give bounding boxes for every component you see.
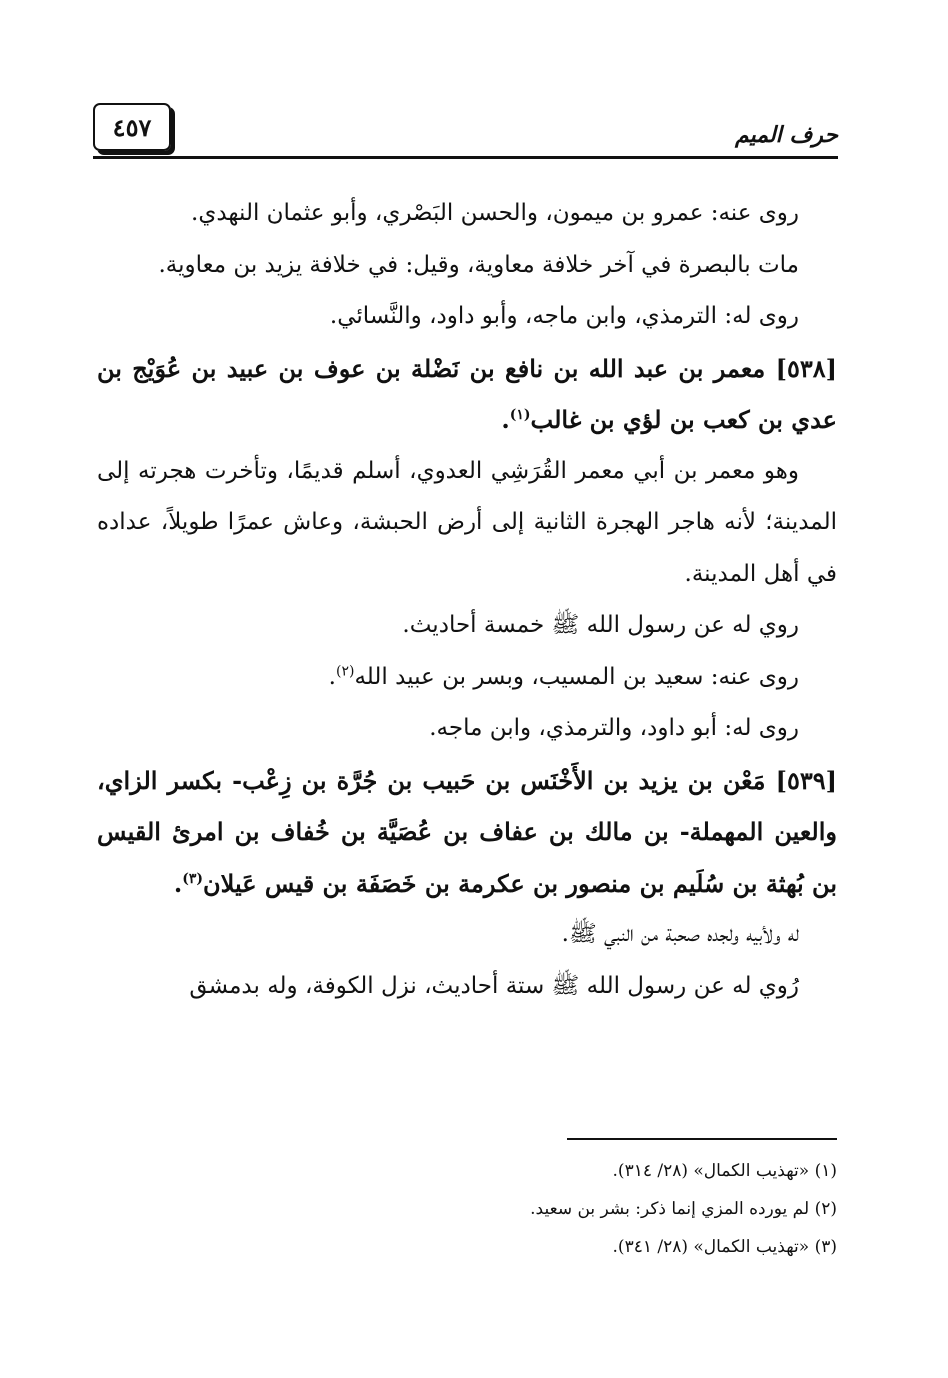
- footnote-2: (٢) لم يورده المزي إنما ذكر: بشر بن سعيد.: [530, 1199, 837, 1219]
- entry-end: .: [173, 868, 183, 898]
- paragraph-end: .: [328, 663, 336, 690]
- page-number: ٤٥٧: [93, 103, 171, 151]
- paragraph: رُوي له عن رسول الله ﷺ ستة أحاديث، نزل الكوفة، وله بدمشق: [189, 972, 799, 999]
- entry-title: مَعْن بن يزيد بن الأَخْنَس بن حَبيب بن جُرَّة بن زِعْب- بكسر الزاي، والعين المهملة- بن مالك بن عفاف بن عُصَيَّة بن خُفاف بن امرئ القيس بن بُهثة بن سُلَيم بن منصور بن عكرمة بن خَصَفَة بن قيس عَيلان: [97, 765, 837, 898]
- paragraph: له ولأبيه ولجده صحبة من النبي ﷺ.: [561, 921, 799, 947]
- footnote-ref: (١): [509, 407, 531, 423]
- footnotes: [97, 1152, 837, 1266]
- paragraph-text: روى عنه: سعيد بن المسيب، وبسر بن عبيد الله: [354, 663, 799, 690]
- footnote-1: (١) «تهذيب الكمال» (٢٨/ ٣١٤).: [612, 1161, 837, 1181]
- paragraph: روى عنه: عمرو بن ميمون، والحسن البَصْري، وأبو عثمان النهدي.: [191, 200, 799, 226]
- footnote-3: (٣) «تهذيب الكمال» (٢٨/ ٣٤١).: [612, 1237, 837, 1257]
- entry-title: معمر بن عبد الله بن نافع بن نَضْلة بن عوف بن عبيد بن عُوَيْج بن عدي بن كعب بن لؤي بن غالب: [97, 353, 837, 434]
- header-rule: [93, 156, 838, 159]
- page-header: [93, 100, 838, 158]
- entry-end: .: [501, 405, 510, 434]
- paragraph: وهو معمر بن أبي معمر القُرَشِي العدوي، أسلم قديمًا، وتأخرت هجرته إلى المدينة؛ لأنه هاجر الهجرة الثانية إلى أرض الحبشة، وعاش عمرًا طويلاً، عداده في أهل المدينة.: [97, 457, 837, 587]
- paragraph: روى له: أبو داود، والترمذي، وابن ماجه.: [429, 715, 799, 741]
- paragraph: [97, 652, 837, 704]
- main-text: [97, 188, 837, 1012]
- footnote-separator: [567, 1138, 837, 1140]
- footnote-ref: (٢): [335, 662, 355, 679]
- paragraph: روي له عن رسول الله ﷺ خمسة أحاديث.: [402, 612, 799, 638]
- footnote-ref: (٣): [182, 870, 203, 887]
- entry-number: [٥٣٨]: [775, 353, 838, 383]
- entry-539-heading: [97, 755, 837, 910]
- entry-number: [٥٣٩]: [775, 765, 837, 795]
- entry-538-heading: [97, 343, 837, 446]
- running-head: حرف الميم: [734, 122, 838, 148]
- paragraph: روى له: الترمذي، وابن ماجه، وأبو داود، والنَّسائي.: [329, 303, 799, 329]
- paragraph: مات بالبصرة في آخر خلافة معاوية، وقيل: في خلافة يزيد بن معاوية.: [158, 251, 799, 278]
